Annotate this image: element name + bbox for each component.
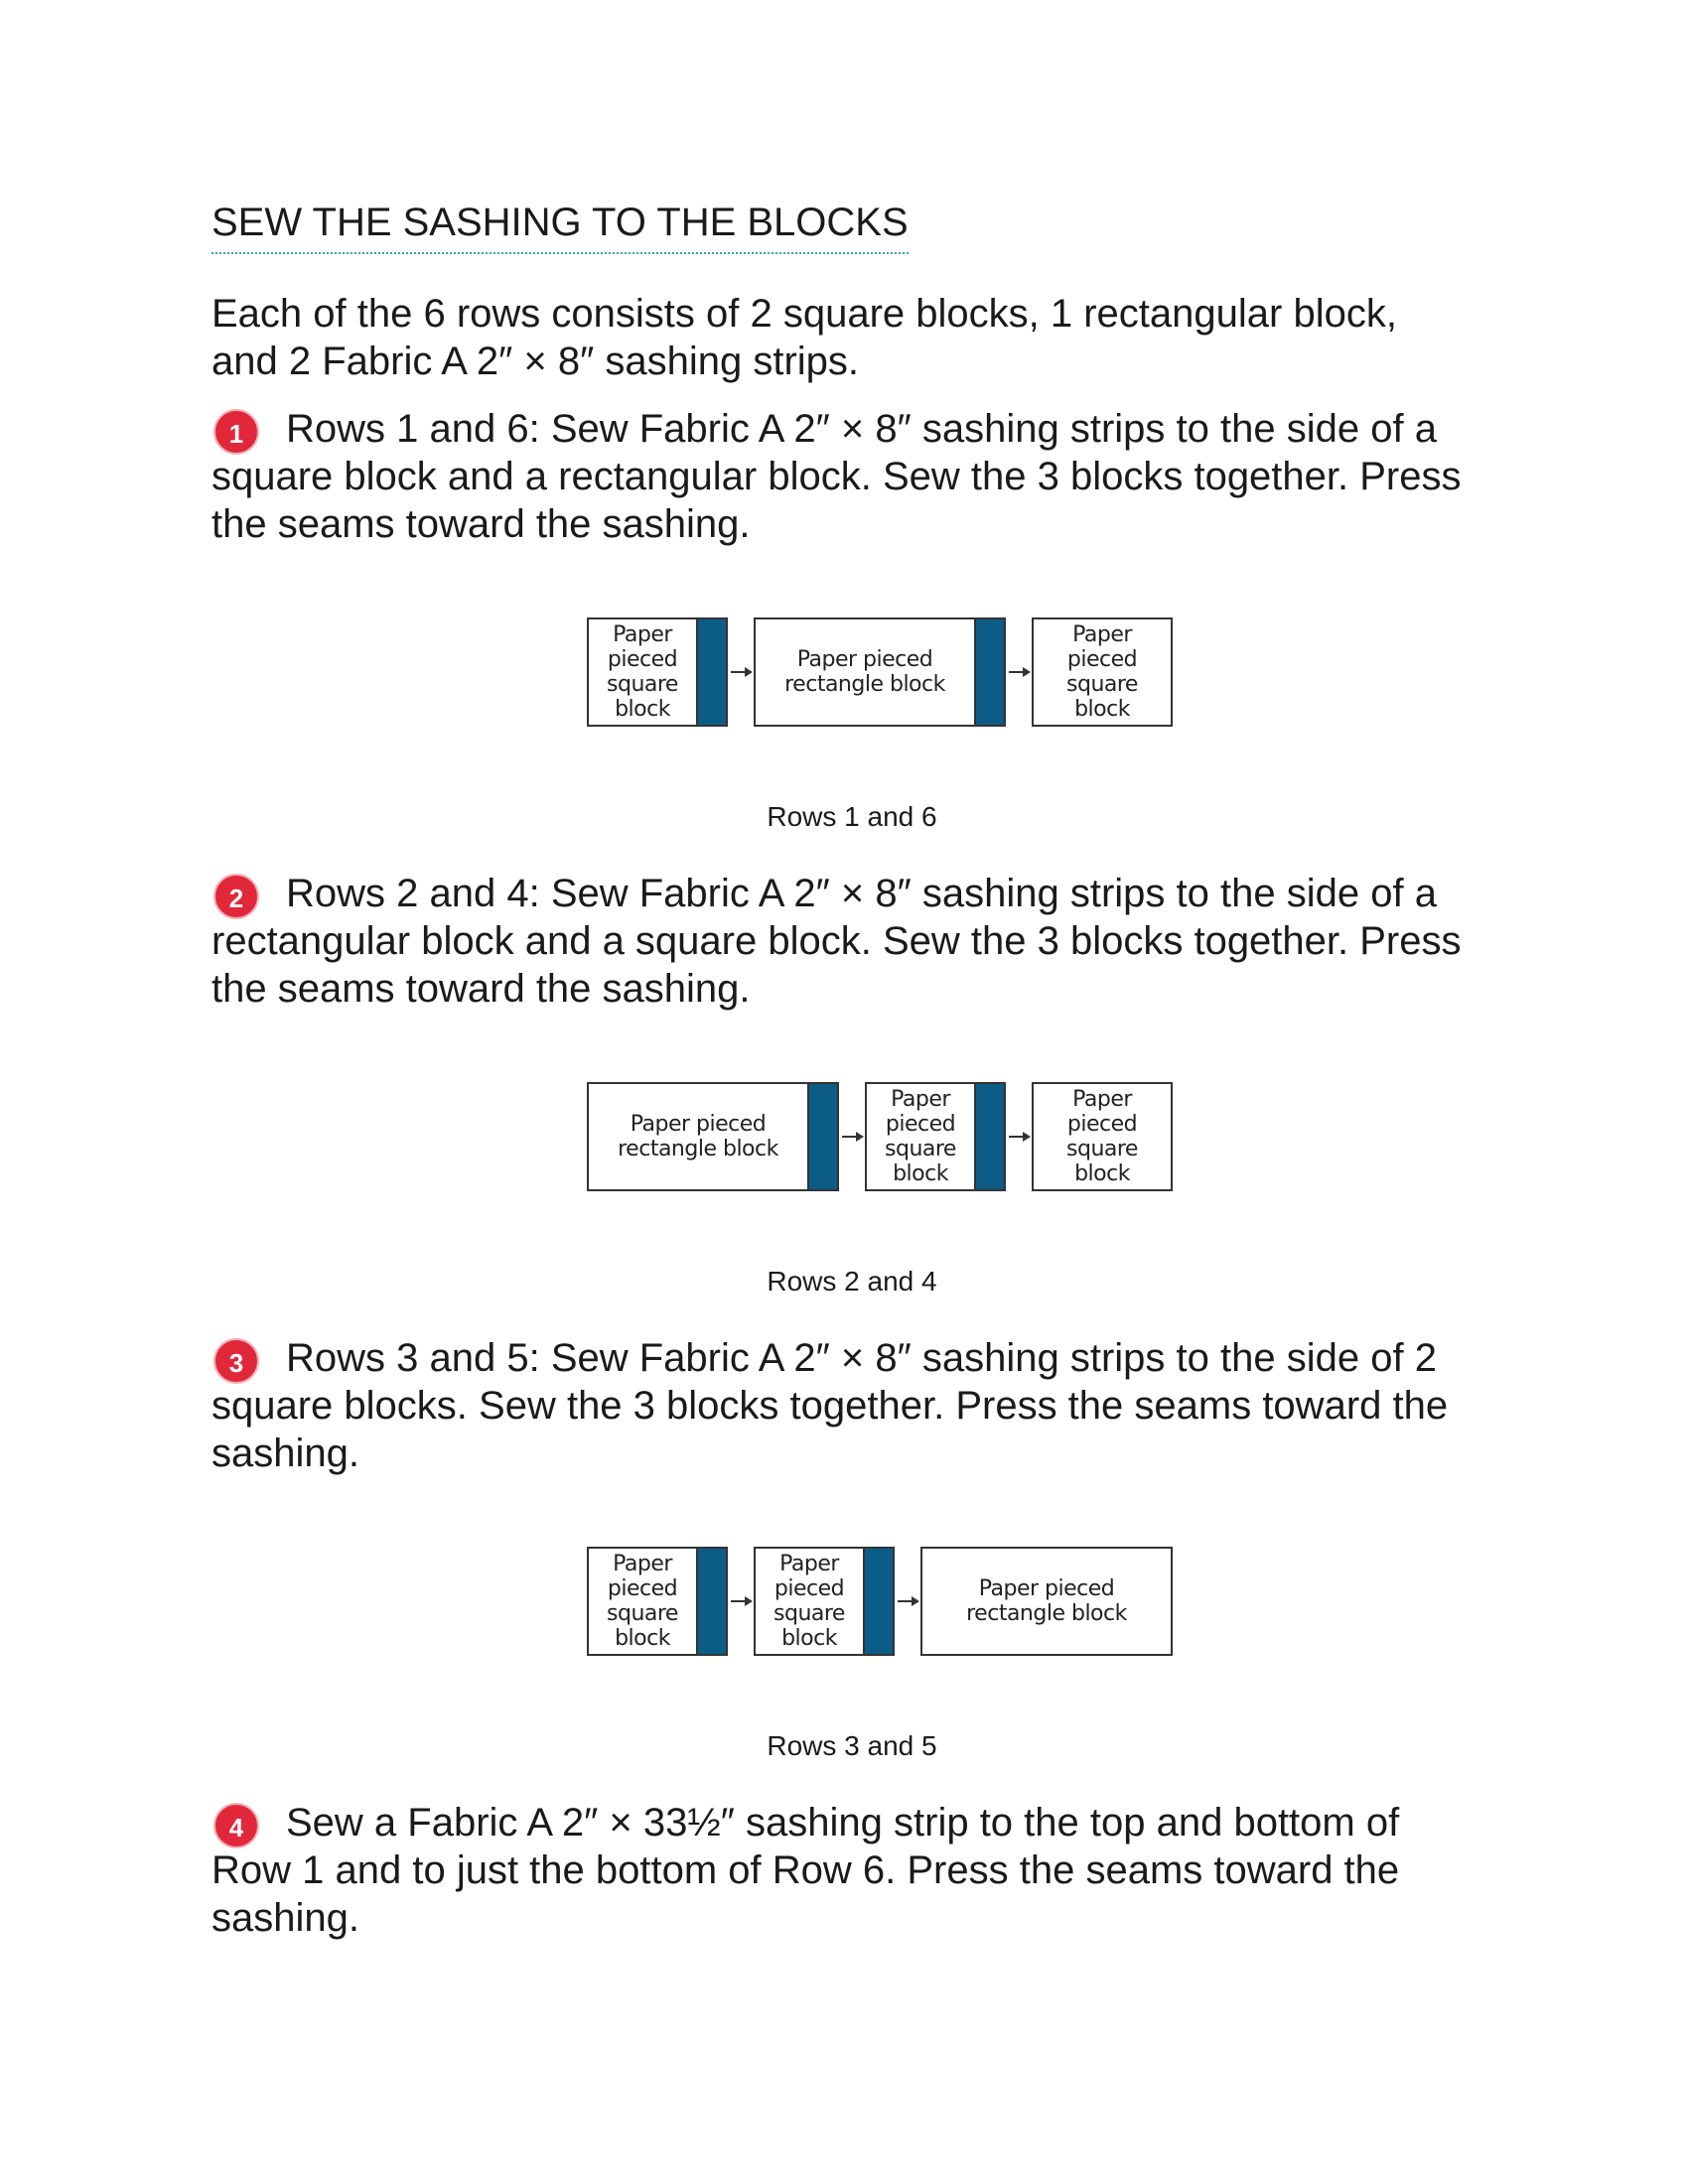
sashing-strip	[974, 1084, 1004, 1189]
rows-1-6-caption: Rows 1 and 6	[767, 801, 937, 832]
step-4-text: Sew a Fabric A 2″ × 33½″ sashing strip to the top and bottom of Row 1 and to just the bottom of Row 6. Press the seams toward the sashing.	[211, 1801, 1400, 1940]
square-block	[1032, 1082, 1173, 1191]
rows-2-4-diagram	[211, 1082, 1492, 1197]
block-label: Paper pieced square block	[607, 622, 678, 722]
block-label: Paper pieced rectangle block	[966, 1576, 1127, 1626]
square-block	[754, 1547, 895, 1656]
step-2-number-badge: 2	[213, 874, 259, 919]
square-block	[1032, 617, 1173, 727]
rectangle-block	[754, 617, 1006, 727]
sashing-strip	[863, 1549, 893, 1654]
arrow-right-icon	[1007, 1130, 1033, 1144]
rows-2-4-caption: Rows 2 and 4	[767, 1266, 937, 1297]
arrow-right-icon	[729, 665, 755, 679]
section-title: SEW THE SASHING TO THE BLOCKS	[211, 195, 909, 254]
arrow-right-icon	[896, 1594, 921, 1608]
block-label: Paper pieced square block	[885, 1087, 956, 1186]
sashing-strip	[696, 1549, 726, 1654]
step-4	[211, 1799, 1482, 1942]
step-1-text: Rows 1 and 6: Sew Fabric A 2″ × 8″ sashing strips to the side of a square block and a rectangular block. Sew the 3 blocks together. Press the seams toward the sashing.	[211, 407, 1462, 546]
sashing-strip	[807, 1084, 837, 1189]
block-label: Paper pieced square block	[607, 1552, 678, 1651]
arrow-right-icon	[729, 1594, 755, 1608]
step-2-text: Rows 2 and 4: Sew Fabric A 2″ × 8″ sashing strips to the side of a rectangular block and a square block. Sew the 3 blocks together. Press the seams toward the sashing.	[211, 872, 1462, 1011]
block-label: Paper pieced square block	[774, 1552, 845, 1651]
arrow-right-icon	[1007, 665, 1033, 679]
step-3-text: Rows 3 and 5: Sew Fabric A 2″ × 8″ sashing strips to the side of 2 square blocks. Sew the 3 blocks together. Press the seams toward the sashing.	[211, 1336, 1449, 1475]
rectangle-block	[920, 1547, 1173, 1656]
rectangle-block	[587, 1082, 839, 1191]
instructions-page	[211, 195, 1492, 1942]
rows-3-5-caption: Rows 3 and 5	[767, 1730, 937, 1761]
arrow-right-icon	[840, 1130, 866, 1144]
square-block	[865, 1082, 1006, 1191]
intro-paragraph: Each of the 6 rows consists of 2 square blocks, 1 rectangular block, and 2 Fabric A 2″ × 8″ sashing strips.	[211, 292, 1397, 383]
block-label: Paper pieced square block	[1066, 622, 1138, 722]
block-label: Paper pieced rectangle block	[618, 1112, 778, 1161]
step-2	[211, 870, 1482, 1013]
step-3	[211, 1334, 1482, 1477]
step-4-number-badge: 4	[213, 1803, 259, 1848]
rows-1-6-diagram	[211, 617, 1492, 733]
block-label: Paper pieced square block	[1066, 1087, 1138, 1186]
sashing-strip	[696, 619, 726, 725]
square-block	[587, 617, 728, 727]
block-label: Paper pieced rectangle block	[784, 647, 945, 697]
step-3-number-badge: 3	[213, 1338, 259, 1384]
rows-3-5-diagram	[211, 1547, 1492, 1662]
square-block	[587, 1547, 728, 1656]
sashing-strip	[974, 619, 1004, 725]
step-1-number-badge: 1	[213, 409, 259, 455]
step-1	[211, 405, 1482, 548]
